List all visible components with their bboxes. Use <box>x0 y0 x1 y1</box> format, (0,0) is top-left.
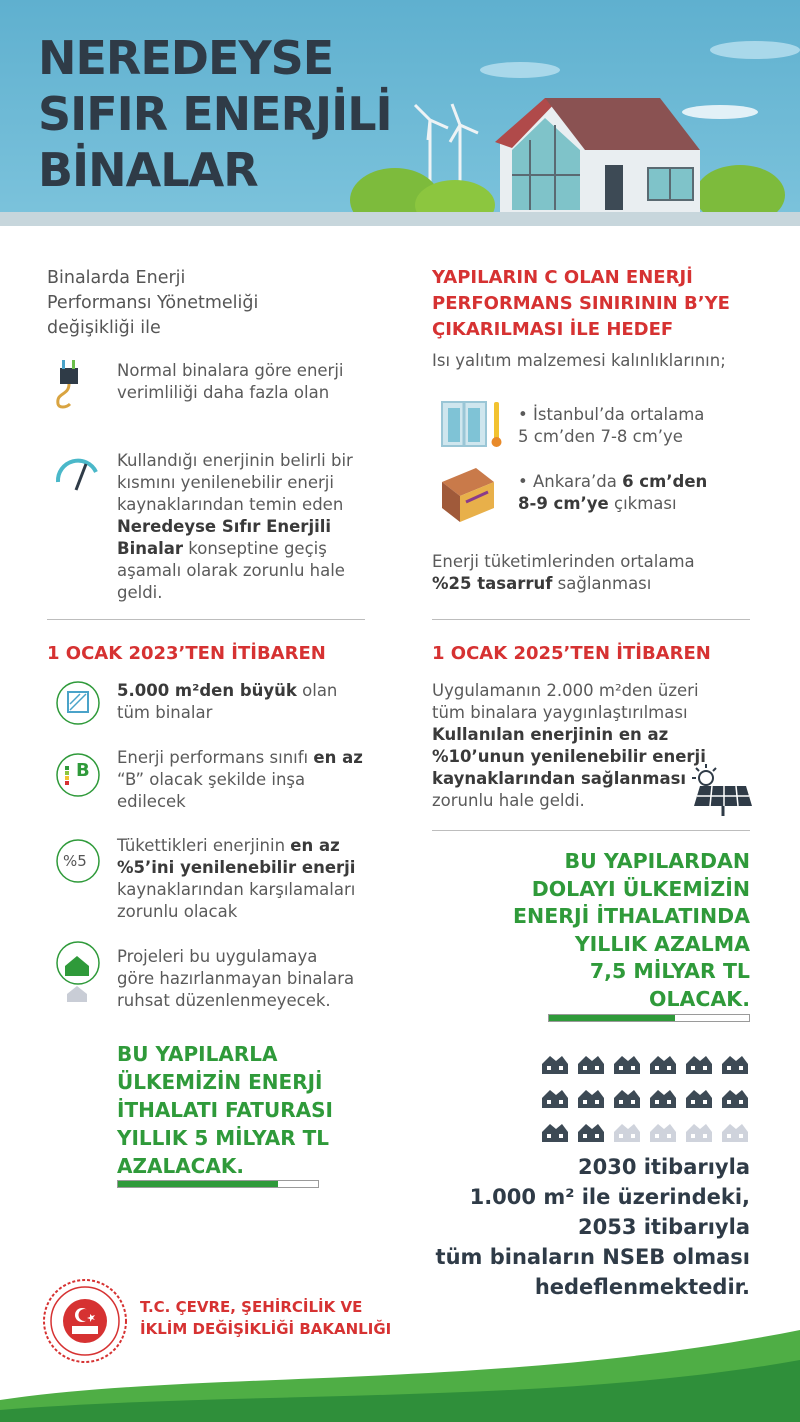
item-line: konseptine geçiş <box>183 539 327 558</box>
note-line: İTHALATI FATURASI <box>117 1098 333 1122</box>
note-line: 7,5 MİLYAR TL <box>589 959 750 983</box>
rule-2025 <box>432 680 706 812</box>
rule-bold: en az <box>290 836 340 855</box>
item-bold: Binalar <box>117 539 184 558</box>
intro-text <box>47 266 258 341</box>
rule-text: Enerji performans sınıfı <box>117 748 314 767</box>
header-divider <box>0 212 800 226</box>
info-bold: 8-9 cm’ye <box>518 494 609 513</box>
house-icon <box>648 1120 678 1144</box>
rule-area <box>117 680 337 724</box>
right-red-heading <box>432 265 730 343</box>
house-icon <box>612 1120 642 1144</box>
house-icon <box>612 1086 642 1110</box>
note-line: ENERJİ İTHALATINDA <box>513 904 750 928</box>
note-line: YILLIK AZALMA <box>574 931 750 956</box>
item-line: geldi. <box>117 583 163 602</box>
note-line: BU YAPILARLA <box>117 1042 278 1066</box>
item-efficiency <box>117 360 344 404</box>
house-icon <box>720 1052 750 1076</box>
right-progress-fill <box>549 1015 675 1021</box>
house-icon <box>684 1120 714 1144</box>
info-line: • İstanbul’da ortalama <box>518 405 705 424</box>
rule-bold: %5’ini yenilenebilir enerji <box>117 858 356 877</box>
item-line: kaynaklarından temin eden <box>117 495 344 514</box>
insulation-intro: Isı yalıtım malzemesi kalınlıklarının; <box>432 351 726 370</box>
rule-line: göre hazırlanmayan binalara <box>117 969 355 988</box>
heading-line: ÇIKARILMASI İLE HEDEF <box>432 319 674 340</box>
divider <box>47 619 365 620</box>
ministry-line: İKLİM DEĞİŞİKLİĞİ BAKANLIĞI <box>140 1320 392 1338</box>
left-savings-note <box>117 1040 333 1180</box>
note-line: AZALACAK. <box>117 1154 244 1178</box>
target-line: 1.000 m² ile üzerindeki, <box>469 1185 750 1209</box>
rule-bold: en az <box>313 748 363 767</box>
note-line: ÜLKEMİZİN ENERJİ <box>117 1070 323 1094</box>
ankara-text <box>518 471 707 515</box>
right-progress-bar <box>548 1014 750 1022</box>
note-line: BU YAPILARDAN <box>564 849 750 873</box>
rule-line: tüm binalar <box>117 703 213 722</box>
item-nzeb-concept <box>117 450 353 604</box>
info-bold: %25 tasarruf <box>432 574 553 593</box>
house-icon <box>540 1086 570 1110</box>
insulation-wall-icon <box>436 462 500 526</box>
info-text: çıkması <box>608 494 677 513</box>
note-line: OLACAK. <box>649 986 750 1011</box>
rule-bold: 5.000 m²den büyük <box>117 681 297 700</box>
house-icon <box>648 1052 678 1076</box>
item-bold: Neredeyse Sıfır Enerjili <box>117 517 332 536</box>
house-icon <box>576 1052 606 1076</box>
title-line: SIFIR ENERJİLİ <box>38 87 392 141</box>
rule-permit <box>117 946 354 1012</box>
info-bold: 6 cm’den <box>622 472 708 491</box>
rule-text: Tükettikleri enerjinin <box>117 836 291 855</box>
ministry-line: T.C. ÇEVRE, ŞEHİRCİLİK VE <box>140 1298 363 1316</box>
rule-line: tüm binalara yaygınlaştırılması <box>432 703 688 722</box>
house-icon <box>684 1086 714 1110</box>
intro-line: Binalarda Enerji <box>47 268 186 288</box>
rule-line: Projeleri bu uygulamaya <box>117 947 318 966</box>
istanbul-text <box>518 404 704 448</box>
intro-line: Performansı Yönetmeliği <box>47 293 259 313</box>
bottom-wave-decoration <box>0 1330 800 1422</box>
house-icon <box>612 1052 642 1076</box>
rule-bold: Kullanılan enerjinin en az <box>432 725 669 744</box>
houses-permit-icon <box>55 940 103 1006</box>
house-icon <box>540 1120 570 1144</box>
item-line: aşamalı olarak zorunlu hale <box>117 561 345 580</box>
percent-label: %5 <box>63 852 87 870</box>
rule-line: “B” olacak şekilde inşa <box>117 770 306 789</box>
house-icon <box>540 1052 570 1076</box>
rule-line: kaynaklarından karşılamaları <box>117 880 356 899</box>
heading-2025: 1 OCAK 2025’TEN İTİBAREN <box>432 643 711 664</box>
house-icon <box>576 1120 606 1144</box>
house-icon <box>720 1120 750 1144</box>
house-icon <box>720 1086 750 1110</box>
saving-text <box>432 551 695 595</box>
item-line: Kullandığı enerjinin belirli bir <box>117 451 353 470</box>
rule-line: zorunlu hale geldi. <box>432 791 585 810</box>
info-text: sağlanması <box>552 574 652 593</box>
house-grid <box>540 1052 752 1148</box>
rule-line: ruhsat düzenlenmeyecek. <box>117 991 331 1010</box>
class-b-label: B <box>76 760 90 781</box>
house-icon <box>684 1052 714 1076</box>
target-line: 2030 itibarıyla <box>577 1155 750 1179</box>
header-banner <box>0 0 800 222</box>
heading-line: PERFORMANS SINIRININ B’YE <box>432 293 730 314</box>
right-savings-note <box>440 848 750 1013</box>
title-line: NEREDEYSE <box>38 31 334 85</box>
page-title <box>38 30 392 198</box>
rule-line: edilecek <box>117 792 186 811</box>
window-thermometer-icon <box>440 398 504 450</box>
item-line: verimliliği daha fazla olan <box>117 383 330 402</box>
plug-icon <box>50 358 98 410</box>
rule-line: Uygulamanın 2.000 m²den üzeri <box>432 681 699 700</box>
area-icon <box>55 680 101 726</box>
rule-class <box>117 747 363 813</box>
info-text: • Ankara’da <box>518 472 623 491</box>
divider <box>432 619 750 620</box>
target-line: tüm binaların NSEB olması <box>435 1245 750 1269</box>
item-line: Normal binalara göre enerji <box>117 361 344 380</box>
info-line: 5 cm’den 7-8 cm’ye <box>518 427 683 446</box>
title-line: BİNALAR <box>38 143 258 197</box>
heading-line: YAPILARIN C OLAN ENERJİ <box>432 267 693 288</box>
target-statement <box>420 1152 750 1302</box>
gauge-icon <box>52 452 102 492</box>
item-line: kısmını yenilenebilir enerji <box>117 473 334 492</box>
heading-2023: 1 OCAK 2023’TEN İTİBAREN <box>47 643 326 664</box>
target-line: 2053 itibarıyla <box>577 1215 750 1239</box>
divider <box>432 830 750 831</box>
note-line: DOLAYI ÜLKEMİZİN <box>531 876 750 901</box>
solar-panel-icon <box>686 762 754 818</box>
left-progress-bar <box>117 1180 319 1188</box>
rule-renewable <box>117 835 355 923</box>
rule-text: olan <box>296 681 338 700</box>
target-line: hedeflenmektedir. <box>534 1275 750 1299</box>
note-line: YILLIK 5 MİLYAR TL <box>117 1126 329 1150</box>
intro-line: değişikliği ile <box>47 318 161 338</box>
rule-line: zorunlu olacak <box>117 902 238 921</box>
rule-bold: kaynaklarından sağlanması <box>432 769 687 788</box>
house-icon <box>576 1086 606 1110</box>
house-icon <box>648 1086 678 1110</box>
info-line: Enerji tüketimlerinden ortalama <box>432 552 695 571</box>
rule-bold: %10’unun yenilenebilir enerji <box>432 747 706 766</box>
left-progress-fill <box>118 1181 278 1187</box>
